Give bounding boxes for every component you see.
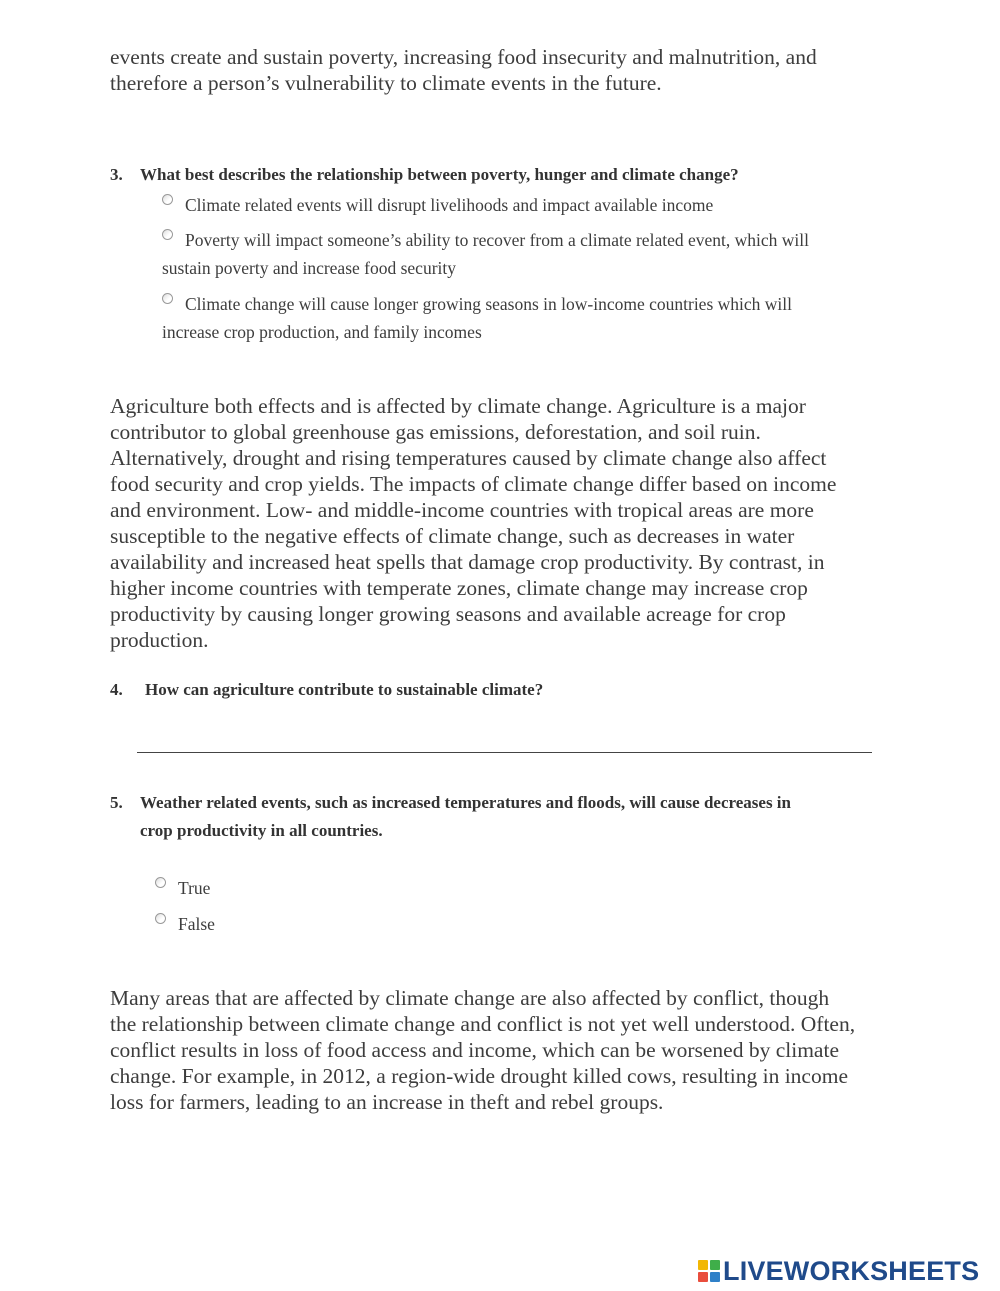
logo-blocks-icon	[698, 1260, 720, 1282]
question-5-option-false[interactable]	[155, 910, 215, 938]
question-4-answer-input[interactable]	[137, 752, 872, 753]
option-text-line-1: Poverty will impact someone’s ability to recover from a climate related event, which will	[185, 230, 809, 250]
option-text-line-2: increase crop production, and family incomes	[162, 322, 482, 342]
question-3-prompt	[110, 161, 739, 189]
paragraph-line: contributor to global greenhouse gas emissions, deforestation, and soil ruin.	[110, 420, 761, 444]
option-text: False	[178, 914, 215, 934]
paragraph-line: and environment. Low- and middle-income countries with tropical areas are more	[110, 498, 814, 522]
paragraph-line: Many areas that are affected by climate change are also affected by conflict, though	[110, 986, 830, 1010]
question-4-number: 4.	[110, 680, 123, 699]
question-5-number: 5.	[110, 793, 123, 812]
question-3-option-1[interactable]	[162, 191, 922, 219]
paragraph-line: productivity by causing longer growing seasons and available acreage for crop	[110, 602, 786, 626]
logo-block-icon	[698, 1260, 708, 1270]
conflict-paragraph	[110, 985, 900, 1115]
question-3-option-2[interactable]	[162, 226, 922, 282]
paragraph-line: Alternatively, drought and rising temperatures caused by climate change also affect	[110, 446, 827, 470]
question-5-prompt	[110, 789, 910, 845]
intro-line-2: therefore a person’s vulnerability to climate events in the future.	[110, 71, 662, 95]
paragraph-line: change. For example, in 2012, a region-wide drought killed cows, resulting in income	[110, 1064, 848, 1088]
question-3-number: 3.	[110, 165, 123, 184]
radio-button[interactable]	[162, 293, 173, 304]
radio-button[interactable]	[162, 229, 173, 240]
question-4-text: How can agriculture contribute to sustainable climate?	[145, 680, 544, 699]
question-5-option-true[interactable]	[155, 874, 210, 902]
paragraph-line: the relationship between climate change and conflict is not yet well understood. Often,	[110, 1012, 856, 1036]
question-5-text-line-2: crop productivity in all countries.	[140, 821, 383, 840]
logo-block-icon	[698, 1272, 708, 1282]
question-4-prompt	[110, 676, 543, 704]
paragraph-line: availability and increased heat spells that damage crop productivity. By contrast, in	[110, 550, 825, 574]
radio-button[interactable]	[155, 877, 166, 888]
intro-line-1: events create and sustain poverty, increasing food insecurity and malnutrition, and	[110, 45, 817, 69]
paragraph-line: production.	[110, 628, 209, 652]
paragraph-line: food security and crop yields. The impacts of climate change differ based on income	[110, 472, 837, 496]
logo-block-icon	[710, 1260, 720, 1270]
intro-paragraph	[110, 44, 900, 96]
question-5-text-line-1: Weather related events, such as increased temperatures and floods, will cause decreases in	[140, 793, 791, 812]
option-text-line-1: Climate change will cause longer growing seasons in low-income countries which will	[185, 294, 793, 314]
agriculture-paragraph	[110, 393, 900, 653]
logo-block-icon	[710, 1272, 720, 1282]
option-text-line-2: sustain poverty and increase food security	[162, 258, 457, 278]
radio-button[interactable]	[155, 913, 166, 924]
paragraph-line: susceptible to the negative effects of climate change, such as decreases in water	[110, 524, 795, 548]
paragraph-line: Agriculture both effects and is affected by climate change. Agriculture is a major	[110, 394, 806, 418]
paragraph-line: conflict results in loss of food access and income, which can be worsened by climate	[110, 1038, 839, 1062]
liveworksheets-logo	[698, 1257, 979, 1285]
paragraph-line: higher income countries with temperate zones, climate change may increase crop	[110, 576, 808, 600]
option-text: Climate related events will disrupt livelihoods and impact available income	[185, 195, 714, 215]
option-text: True	[178, 878, 211, 898]
question-3-option-3[interactable]	[162, 290, 922, 346]
logo-text: LIVEWORKSHEETS	[723, 1255, 980, 1286]
radio-button[interactable]	[162, 194, 173, 205]
paragraph-line: loss for farmers, leading to an increase in theft and rebel groups.	[110, 1090, 664, 1114]
question-3-text: What best describes the relationship between poverty, hunger and climate change?	[140, 165, 739, 184]
